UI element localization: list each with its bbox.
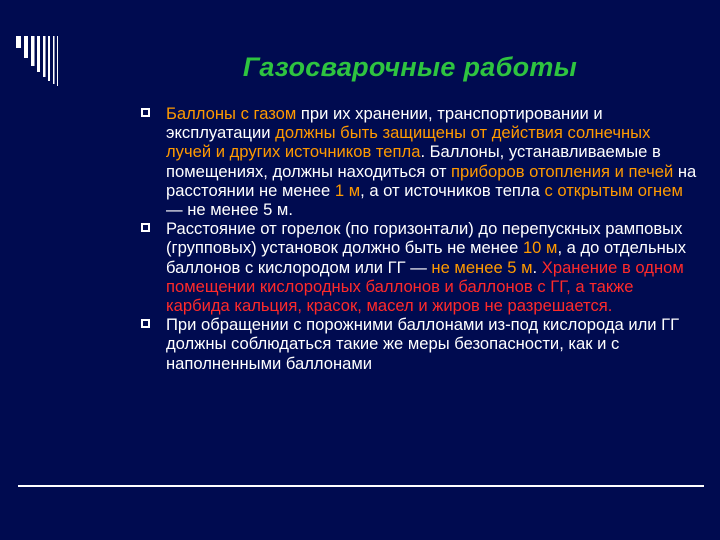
text-segment: 10 м bbox=[522, 238, 558, 258]
decorative-bar bbox=[16, 36, 21, 48]
square-bullet-icon bbox=[141, 319, 150, 328]
square-bullet-icon bbox=[141, 223, 150, 232]
square-bullet-icon bbox=[141, 108, 150, 117]
bullet-list bbox=[138, 104, 698, 373]
decorative-bar bbox=[31, 36, 35, 66]
text-segment: с открытым огнем bbox=[544, 180, 683, 200]
text-segment: . bbox=[532, 257, 542, 277]
slide-title: Газосварочные работы bbox=[242, 52, 578, 82]
text-segment: 1 м bbox=[334, 180, 361, 200]
decorative-bars bbox=[16, 36, 76, 86]
text-segment: — не менее 5 м. bbox=[166, 200, 293, 220]
text-segment: при их хранении, транспортировании и эксплуатации bbox=[166, 104, 603, 143]
bullet-item-2 bbox=[138, 219, 698, 315]
decorative-bar bbox=[53, 36, 55, 84]
text-segment: должны быть защищены от действия солнечных лучей и других источников тепла bbox=[166, 123, 651, 162]
bottom-divider bbox=[18, 485, 704, 487]
text-segment: При обращении с порожними баллонами из-под кислорода или ГГ должны соблюдаться такие же меры безопасности, как и с наполненными баллонами bbox=[166, 315, 680, 373]
decorative-bar bbox=[43, 36, 46, 77]
text-segment: на расстоянии не менее bbox=[166, 161, 697, 200]
text-segment: , а от источников тепла bbox=[360, 180, 545, 200]
bullet-item-3 bbox=[138, 315, 698, 373]
bullet-item-1 bbox=[138, 104, 698, 219]
text-segment: приборов отопления и печей bbox=[451, 161, 674, 181]
decorative-bar bbox=[24, 36, 28, 58]
text-segment: Хранение в одном помещении кислородных баллонов и баллонов с ГГ, а также карбида кальция, красок, масел и жиров не разрешается. bbox=[166, 257, 684, 316]
text-segment: , а до отдельных баллонов с кислородом или ГГ — bbox=[166, 238, 687, 277]
text-segment: Баллоны с газом bbox=[166, 104, 297, 123]
text-segment: Расстояние от горелок (по горизонтали) до перепускных рамповых (групповых) установок должно быть не менее bbox=[166, 219, 683, 258]
decorative-bar bbox=[57, 36, 58, 86]
text-segment: не менее 5 м bbox=[431, 257, 533, 277]
text-segment: . Баллоны, устанавливаемые в помещениях, должны находиться от bbox=[166, 142, 661, 181]
decorative-bar bbox=[48, 36, 50, 81]
decorative-bar bbox=[37, 36, 40, 72]
